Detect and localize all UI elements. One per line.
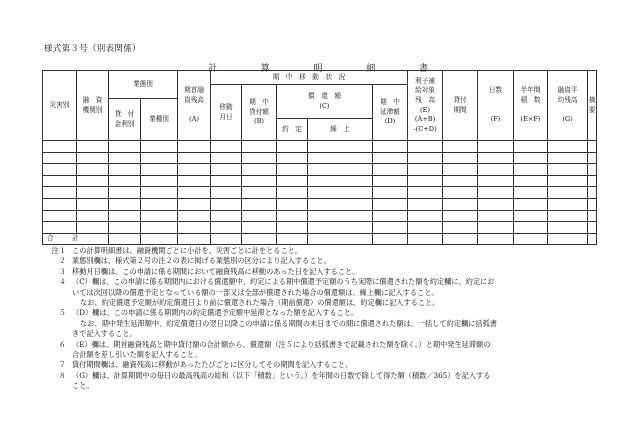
table-row [43, 164, 597, 176]
table-cell [443, 175, 478, 187]
note-number: ６ [58, 339, 66, 349]
table-cell [373, 187, 408, 199]
header-period-loan: 期 中 貸付額 (B) [242, 85, 277, 141]
table-cell [373, 198, 408, 210]
note-text: こと。 [72, 381, 94, 391]
table-cell [43, 164, 77, 176]
note-line [44, 340, 600, 350]
table-cell [443, 187, 478, 199]
table-cell [478, 198, 514, 210]
note-number: 注１ [51, 246, 66, 255]
table-cell [77, 210, 109, 222]
header-days: 日数 (F) [478, 71, 514, 141]
table-cell [43, 141, 77, 153]
table-cell [443, 152, 478, 164]
header-industry: 業種別 [141, 99, 178, 141]
table-cell [242, 152, 277, 164]
table-cell [478, 164, 514, 176]
header-scheduled: 約 定 [277, 119, 308, 141]
table-cell [141, 210, 178, 222]
table-cell [141, 141, 178, 153]
header-average-balance: 融資平 均残高 (G) [548, 71, 588, 141]
table-cell [242, 141, 277, 153]
note-line [44, 298, 600, 308]
table-cell [277, 210, 308, 222]
table-row [43, 187, 597, 199]
table-cell [514, 198, 548, 210]
table-cell [178, 141, 211, 153]
note-text: （C）欄は、この申請に係る期間内における償還額中、約定による期中償還予定額のうち実際に償還された額を約定欄に、約定にお [72, 277, 495, 287]
title-char: 書 [418, 64, 428, 74]
table-cell [588, 175, 597, 187]
table-cell [77, 164, 109, 176]
table-cell [109, 187, 141, 199]
table-cell [443, 164, 478, 176]
table-cell [514, 222, 548, 234]
note-number [44, 381, 72, 391]
note-line [44, 371, 600, 381]
note-text: 業態別欄は、様式第２号の注２の表に掲げる業態別の区分により記入すること。 [72, 256, 331, 266]
note-number [44, 350, 72, 360]
table-cell [308, 187, 373, 199]
table-cell [109, 198, 141, 210]
table-cell [588, 222, 597, 234]
header-period-delay: 期 中 延滞額 (D) [373, 85, 408, 141]
table-cell [588, 164, 597, 176]
header-repayment: 償 還 額 (C) [277, 85, 373, 119]
note-text: きで記入すること。 [72, 329, 137, 339]
table-cell [588, 141, 597, 153]
table-cell [277, 187, 308, 199]
table-cell [478, 210, 514, 222]
table-cell [43, 222, 77, 234]
note-text: （E）欄は、期首融資残高と期中貸付額の合計額から、償還額（注５により括弧書きで記載された額を除く。）と期中発生延滞額の [72, 339, 491, 349]
table-cell [478, 222, 514, 234]
title-char: 細 [366, 64, 376, 74]
table-cell [43, 175, 77, 187]
note-line [44, 277, 600, 287]
table-cell [178, 175, 211, 187]
note-number: ３ [58, 266, 66, 276]
note-text: 合計額を差し引いた額を記入すること。 [72, 350, 202, 360]
table-cell [478, 187, 514, 199]
table-cell [408, 152, 443, 164]
table-cell [77, 152, 109, 164]
table-cell [373, 152, 408, 164]
table-cell [548, 141, 588, 153]
table-cell [277, 175, 308, 187]
table-cell [242, 210, 277, 222]
note-text: （G）欄は、計算期間中の毎日の最高残高の総和（以下「積数」という。）を年間の日数で除して得た額（積数／365）を記入する [72, 370, 491, 380]
table-cell [443, 222, 478, 234]
note-number: ２ [58, 256, 66, 266]
header-movement-status: 期 中 移 動 状 況 [211, 71, 408, 85]
note-line [44, 267, 600, 277]
note-line [44, 329, 600, 339]
table-cell [373, 141, 408, 153]
note-text: なお、約定償還予定額が約定償還日より前に償還された場合（期前償還）の償還額は、約定欄に記入すること。 [80, 298, 440, 308]
table-cell [141, 152, 178, 164]
table-cell [277, 152, 308, 164]
table-cell [242, 187, 277, 199]
note-number: ８ [58, 370, 66, 380]
table-cell [514, 175, 548, 187]
table-cell [109, 222, 141, 234]
table-cell [408, 198, 443, 210]
table-cell [548, 152, 588, 164]
table-cell [408, 222, 443, 234]
table-cell [373, 164, 408, 176]
table-cell [308, 141, 373, 153]
table-cell [514, 152, 548, 164]
table-cell [109, 175, 141, 187]
table-cell [408, 210, 443, 222]
table-cell [408, 141, 443, 153]
header-early: 繰 上 [308, 119, 373, 141]
table-cell [408, 175, 443, 187]
note-line [44, 288, 600, 298]
table-cell [443, 198, 478, 210]
table-cell [478, 175, 514, 187]
note-number: ５ [58, 308, 66, 318]
table-cell [277, 141, 308, 153]
calculation-table [42, 70, 602, 245]
note-line [44, 381, 600, 391]
table-cell [514, 141, 548, 153]
table-cell [77, 198, 109, 210]
header-subsidy-balance: 利子補 給対象 残 高 (E) (A+B) -(C+D) [408, 71, 443, 141]
table-cell [308, 222, 373, 234]
table-row [43, 175, 597, 187]
table-cell [548, 198, 588, 210]
table-cell [109, 141, 141, 153]
note-line [44, 308, 600, 318]
note-line [44, 360, 600, 370]
table-cell [548, 164, 588, 176]
table-cell [373, 210, 408, 222]
table-row [43, 210, 597, 222]
header-remarks: 摘 要 [588, 71, 597, 141]
header-disaster: 災害別 [43, 71, 77, 141]
note-number: ７ [58, 360, 66, 370]
table-cell [548, 175, 588, 187]
table-cell [178, 222, 211, 234]
table-cell [277, 222, 308, 234]
table-cell [308, 175, 373, 187]
form-label: 様式第３号（別表関係） [44, 44, 141, 54]
table-cell [141, 198, 178, 210]
note-number [44, 288, 72, 298]
table-cell [548, 222, 588, 234]
table-cell [478, 141, 514, 153]
table-cell [588, 198, 597, 210]
table-cell [373, 222, 408, 234]
table-cell [211, 164, 242, 176]
table-cell [141, 175, 178, 187]
table-cell [109, 152, 141, 164]
note-number [44, 329, 72, 339]
table-cell [588, 187, 597, 199]
table-row [43, 152, 597, 164]
notes-section [44, 246, 600, 392]
table-cell [443, 141, 478, 153]
note-line [44, 350, 600, 360]
header-loan-period: 貸付 期間 [443, 71, 478, 141]
note-line [44, 246, 600, 256]
table-cell [408, 187, 443, 199]
table-cell [211, 210, 242, 222]
total-row [43, 233, 597, 244]
table-cell [277, 198, 308, 210]
table-cell [588, 152, 597, 164]
table-cell [77, 175, 109, 187]
table-cell [277, 164, 308, 176]
table-cell [178, 210, 211, 222]
note-text: 移動月日欄は、この申請に係る期間において融資残高に移動のあった日を記入すること。 [72, 266, 360, 276]
title-char: 算 [260, 64, 270, 74]
table-cell [242, 175, 277, 187]
total-label: 合 計 [43, 233, 109, 244]
table-cell [308, 210, 373, 222]
table-cell [211, 198, 242, 210]
note-number [44, 319, 72, 329]
table-cell [77, 187, 109, 199]
table-cell [178, 187, 211, 199]
table-cell [211, 141, 242, 153]
table-cell [141, 222, 178, 234]
note-number [44, 298, 72, 308]
title-char: 計 [208, 64, 218, 74]
table-cell [178, 152, 211, 164]
table-cell [588, 210, 597, 222]
table-cell [242, 222, 277, 234]
table-cell [43, 187, 77, 199]
header-half-year: 半年間 積 数 (E×F) [514, 71, 548, 141]
table-cell [548, 210, 588, 222]
header-business-type: 業態別 [109, 71, 178, 99]
header-loan-rate: 貸 付 金利別 [109, 99, 141, 141]
table-cell [109, 210, 141, 222]
table-cell [211, 175, 242, 187]
note-number: ４ [58, 277, 66, 287]
table-cell [373, 175, 408, 187]
note-text: 貸付期間欄は、融資残高に移動があったたびごとに区分してその期間を記入すること。 [72, 360, 353, 370]
table-cell [514, 164, 548, 176]
note-line [44, 256, 600, 266]
table-cell [308, 164, 373, 176]
table-cell [211, 187, 242, 199]
table-row [43, 198, 597, 210]
table-cell [211, 222, 242, 234]
note-text: （D）欄は、この申請に係る期間内の約定償還予定額中延滞となった額を記入すること。 [72, 308, 359, 318]
table-cell [77, 141, 109, 153]
table-cell [242, 198, 277, 210]
header-institution: 融 資 機関別 [77, 71, 109, 141]
table-cell [514, 210, 548, 222]
table-cell [211, 152, 242, 164]
table-cell [242, 164, 277, 176]
table-cell [308, 198, 373, 210]
table-cell [43, 210, 77, 222]
table-row [43, 141, 597, 153]
table-cell [178, 164, 211, 176]
table-cell [408, 164, 443, 176]
header-opening-balance: 期首融 資残高 (A) [178, 71, 211, 141]
table-cell [109, 164, 141, 176]
table-cell [178, 198, 211, 210]
note-text: この計算明細書は、融資機関ごとに小計を、災害ごとに計をとること。 [72, 246, 303, 255]
table-cell [43, 198, 77, 210]
note-text: なお、期中発生延滞額中、約定償還日の翌日以降この申請に係る期間の末日までの間に償還された額は、一括して約定欄に括弧書 [80, 318, 497, 328]
note-line [44, 319, 600, 329]
table-cell [141, 187, 178, 199]
table-cell [548, 187, 588, 199]
table-cell [478, 152, 514, 164]
header-move-date: 移動 月日 [211, 85, 242, 141]
table-cell [77, 222, 109, 234]
table-row [43, 222, 597, 234]
table-cell [141, 164, 178, 176]
table-cell [514, 187, 548, 199]
note-text: いては次回以降の償還予定となっている額の一部又は全部が償還された場合の償還額は、繰上欄に記入すること。 [72, 287, 439, 297]
table-cell [443, 210, 478, 222]
table-cell [308, 152, 373, 164]
table-cell [43, 152, 77, 164]
title-char: 明 [313, 64, 323, 74]
